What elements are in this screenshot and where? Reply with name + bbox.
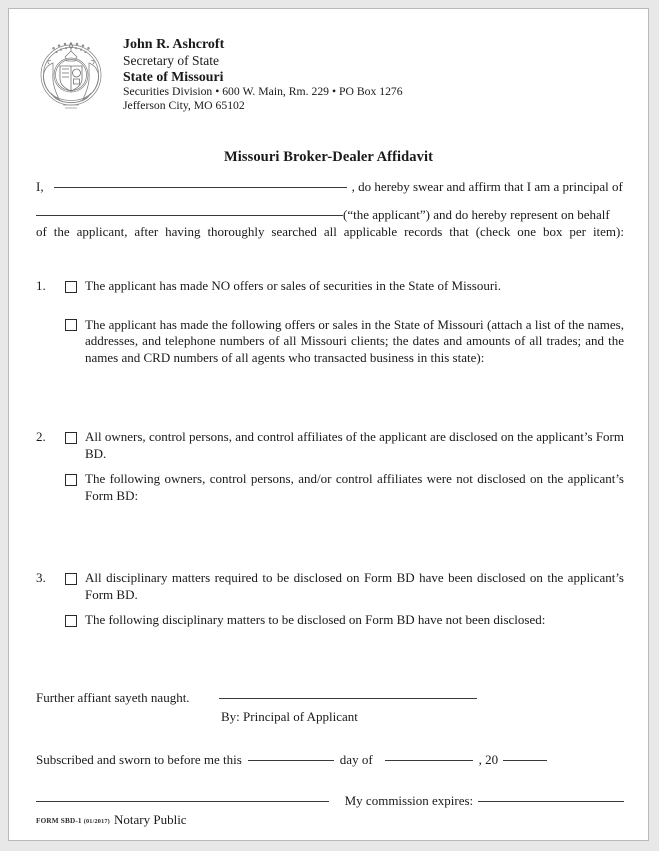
secretary-name: John R. Ashcroft bbox=[123, 37, 225, 52]
sworn-statement-row bbox=[36, 752, 624, 769]
item-1-checkbox-b[interactable] bbox=[65, 319, 77, 331]
applicant-name-blank[interactable] bbox=[36, 215, 343, 216]
i-label: I, bbox=[36, 179, 44, 194]
form-footer bbox=[36, 817, 110, 825]
item-3-checkbox-b[interactable] bbox=[65, 615, 77, 627]
address-line-1: Securities Division • 600 W. Main, Rm. 229 • PO Box 1276 bbox=[123, 84, 403, 98]
form-number: FORM SBD-1 bbox=[36, 817, 82, 825]
item-1-option-a-label: The applicant has made NO offers or sales of securities in the State of Missouri. bbox=[85, 278, 502, 293]
item-2-checkbox-b[interactable] bbox=[65, 474, 77, 486]
item-1-option-a-row bbox=[36, 278, 624, 295]
year-prefix-text: , 20 bbox=[478, 752, 499, 767]
secretary-role: Secretary of State bbox=[123, 53, 219, 68]
state-name: State of Missouri bbox=[123, 68, 224, 84]
item-2-option-b-row bbox=[36, 471, 624, 504]
commission-expires-blank[interactable] bbox=[478, 801, 624, 802]
intro-line-2 bbox=[36, 207, 624, 224]
form-item-1 bbox=[36, 278, 624, 366]
intro-line-1 bbox=[36, 179, 624, 196]
item-1-number: 1. bbox=[36, 278, 46, 293]
notary-row bbox=[36, 793, 624, 810]
document-page bbox=[8, 8, 649, 841]
item-1-option-b-row bbox=[36, 317, 624, 367]
month-blank[interactable] bbox=[385, 760, 473, 761]
item-3-option-b-label: The following disciplinary matters to be disclosed on Form BD have not been disclosed: bbox=[85, 612, 546, 627]
further-affiant-text: Further affiant sayeth naught. bbox=[36, 690, 190, 705]
item-2-option-a-row bbox=[36, 429, 624, 462]
item-2-number: 2. bbox=[36, 429, 46, 444]
page-title: Missouri Broker-Dealer Affidavit bbox=[223, 149, 434, 165]
year-blank[interactable] bbox=[503, 760, 547, 761]
item-3-number: 3. bbox=[36, 570, 46, 585]
intro-line-3: of the applicant, after having thoroughly searched all applicable records that (check one box per item): bbox=[36, 224, 624, 239]
signature-block bbox=[36, 690, 624, 829]
address-line-2: Jefferson City, MO 65102 bbox=[123, 98, 245, 112]
notary-public-caption: Notary Public bbox=[114, 812, 187, 827]
item-1-checkbox-a[interactable] bbox=[65, 281, 77, 293]
day-blank[interactable] bbox=[248, 760, 334, 761]
item-3-checkbox-a[interactable] bbox=[65, 573, 77, 585]
item-2-checkbox-a[interactable] bbox=[65, 432, 77, 444]
applicant-tag-text: (“the applicant”) and do hereby represent on behalf bbox=[343, 206, 610, 222]
item-3-option-a-label: All disciplinary matters required to be disclosed on Form BD have been disclosed on the applicant’s Form BD. bbox=[85, 570, 624, 602]
item-1-option-b-label: The applicant has made the following offers or sales in the State of Missouri (attach a list of the names, addresses, and telephone numbers of all Missouri clients; the dates and amounts of all trades; and the names and CRD numbers of all agents who transacted business in this state): bbox=[85, 316, 624, 365]
item-3-option-b-row bbox=[36, 612, 624, 629]
form-item-2 bbox=[36, 429, 624, 504]
by-principal-caption: By: Principal of Applicant bbox=[221, 708, 358, 724]
missouri-state-seal-icon bbox=[35, 35, 107, 113]
notary-signature-blank[interactable] bbox=[36, 801, 329, 802]
further-affiant-row bbox=[36, 690, 624, 707]
form-item-3 bbox=[36, 570, 624, 629]
principal-signature-blank[interactable] bbox=[219, 698, 477, 699]
day-of-text: day of bbox=[339, 752, 373, 767]
letterhead bbox=[35, 31, 403, 113]
item-2-option-a-label: All owners, control persons, and control affiliates of the applicant are disclosed on the applicant’s Form BD. bbox=[85, 429, 624, 461]
item-3-option-a-row bbox=[36, 570, 624, 603]
commission-expires-label: My commission expires: bbox=[344, 792, 474, 808]
affiant-name-blank[interactable] bbox=[54, 187, 347, 188]
form-revision-date: (01/2017) bbox=[83, 818, 110, 825]
intro-after-name-text: , do hereby swear and affirm that I am a principal of bbox=[351, 179, 623, 194]
item-2-option-b-label: The following owners, control persons, and/or control affiliates were not disclosed on the applicant’s Form BD: bbox=[85, 471, 624, 503]
sworn-prefix-text: Subscribed and sworn to before me this bbox=[36, 752, 242, 767]
